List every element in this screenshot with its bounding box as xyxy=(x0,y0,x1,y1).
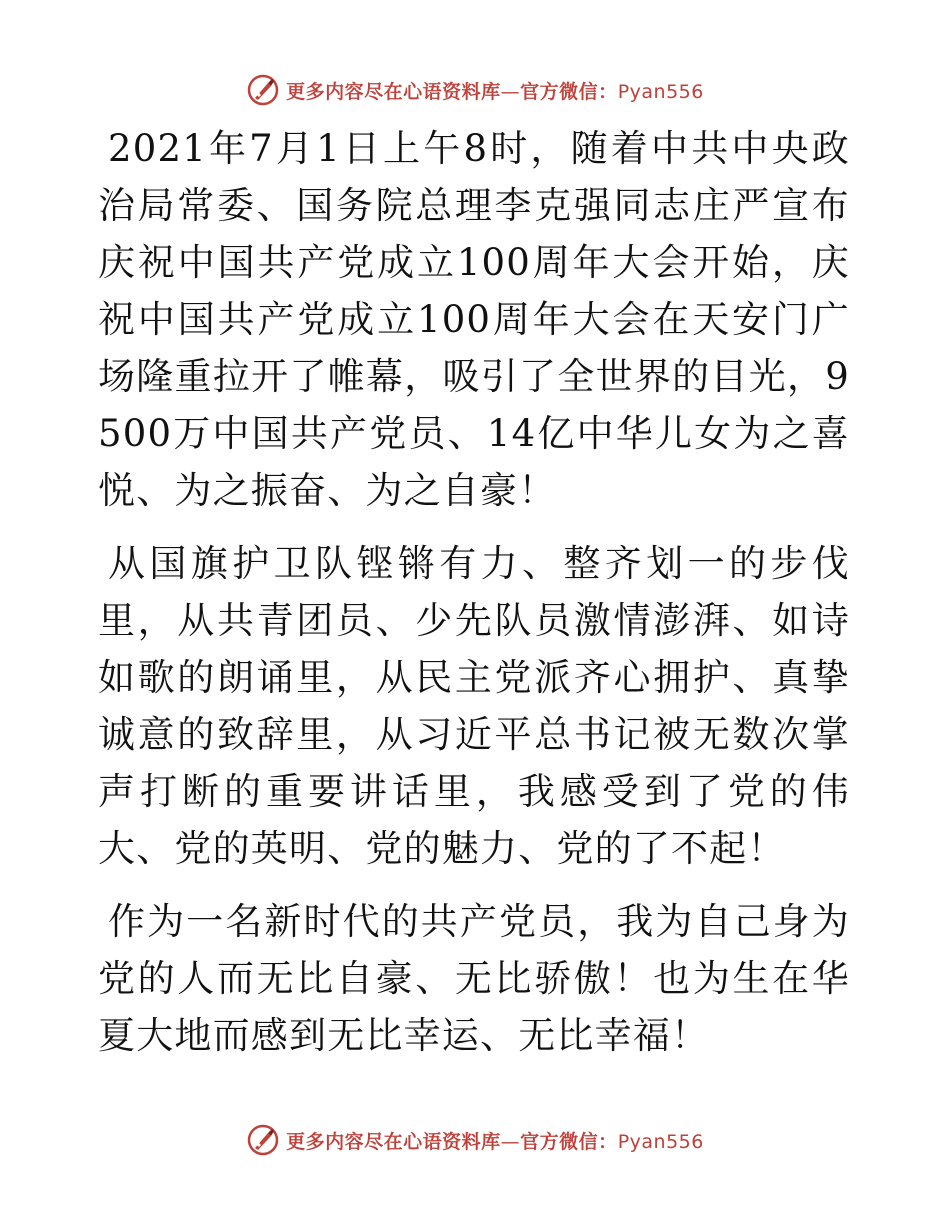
banner-separator: — xyxy=(500,1130,521,1153)
paragraph-2: 从国旗护卫队铿锵有力、整齐划一的步伐里，从共青团员、少先队员激情澎湃、如诗如歌的朗诵里，从民主党派齐心拥护、真挚诚意的致辞里，从习近平总书记被无数次掌声打断的重要讲话里，我感受到了党的伟大、党的英明、党的魅力、党的了不起！ xyxy=(98,542,850,870)
header-banner-text xyxy=(286,77,704,104)
document-body xyxy=(98,120,850,1080)
footer-banner xyxy=(0,1120,950,1160)
banner-site-name: 更多内容尽在心语资料库 xyxy=(286,1130,501,1153)
banner-wechat-label: 官方微信： xyxy=(520,80,618,103)
banner-wechat-label: 官方微信： xyxy=(520,1130,618,1153)
header-banner xyxy=(0,70,950,110)
pen-nib-seal-icon xyxy=(246,73,280,107)
banner-wechat-id: Pyan556 xyxy=(617,1130,704,1153)
footer-banner-text xyxy=(286,1127,704,1154)
paragraph-1: 2021年7月1日上午8时，随着中共中央政治局常委、国务院总理李克强同志庄严宣布庆祝中国共产党成立100周年大会开始，庆祝中国共产党成立100周年大会在天安门广场隆重拉开了帷幕，吸引了全世界的目光，9500万中国共产党员、14亿中华儿女为之喜悦、为之振奋、为之自豪！ xyxy=(98,127,850,512)
pen-nib-seal-icon xyxy=(246,1123,280,1157)
banner-site-name: 更多内容尽在心语资料库 xyxy=(286,80,501,103)
banner-separator: — xyxy=(500,80,521,103)
banner-wechat-id: Pyan556 xyxy=(617,80,704,103)
paragraph-3: 作为一名新时代的共产党员，我为自己身为党的人而无比自豪、无比骄傲！也为生在华夏大地而感到无比幸运、无比幸福！ xyxy=(98,900,850,1057)
